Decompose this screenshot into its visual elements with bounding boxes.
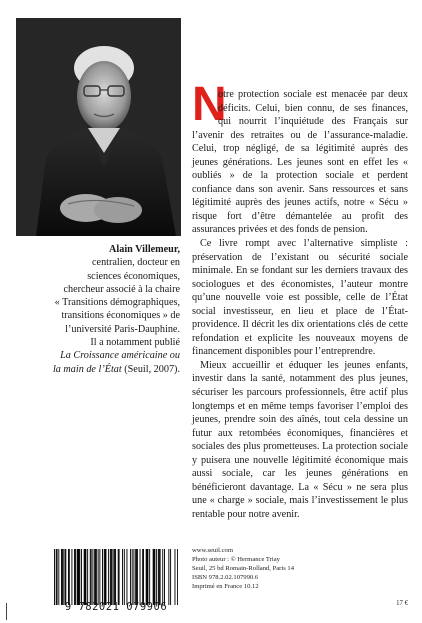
barcode-bar [114, 549, 115, 605]
barcode-bar [75, 549, 76, 605]
barcode-bar [54, 549, 55, 605]
barcode-bar [105, 549, 106, 605]
barcode-bar [113, 549, 114, 605]
barcode-bar [111, 549, 112, 605]
barcode-bar [98, 549, 99, 605]
barcode-bar [85, 549, 86, 605]
author-photo [16, 18, 181, 236]
barcode-bar [102, 549, 103, 605]
back-cover-text [192, 88, 408, 522]
barcode-bar [135, 549, 136, 605]
barcode-bar [115, 549, 116, 605]
barcode-bar [164, 549, 165, 605]
barcode-bar [124, 549, 125, 605]
barcode-bar [56, 549, 57, 605]
barcode-bar [168, 549, 169, 605]
barcode-bar [160, 549, 161, 605]
barcode-bar [153, 549, 154, 605]
barcode-bar [159, 549, 160, 605]
barcode-bar [119, 549, 120, 605]
barcode-bar [79, 549, 80, 605]
author-name: Alain Villemeur, [109, 244, 180, 255]
photo-credit: Photo auteur : © Hermance Triay [192, 556, 280, 563]
barcode-bar [85, 549, 86, 605]
barcode-bar [154, 549, 155, 605]
paragraph-3: Mieux accueillir et éduquer les jeunes enfants, investir dans la santé, notamment des plus jeunes, sécuriser les parcours professionnels, être actif plus longtemps et en même temps favoriser l’emploi des jeunes, prendre soin des aînés, tout cela dessine un futur aux retombées économiques, financières et sociales des plus prometteuses. La protection sociale y puisera une nouvelle légitimité économique mais aussi sociale, car les jeunes générations en bénéficieront davantage. La « Sécu » ne sera plus une « charge » sociale, mais l’investissement le plus rentable pour notre avenir. [192, 359, 408, 520]
barcode-bar [126, 549, 127, 605]
barcode-bar [177, 549, 178, 605]
barcode-digits: 9 782021 079906 [64, 601, 168, 613]
barcode-bar [156, 549, 157, 605]
isbn: ISBN 978.2.02.107990.6 [192, 574, 259, 581]
barcode-bar [78, 549, 79, 605]
price: 17 € [396, 600, 408, 607]
bio-line: chercheur associé à la chaire [63, 283, 180, 295]
barcode-bar [84, 549, 85, 605]
barcode-bar [71, 549, 72, 605]
barcode-bar [61, 549, 62, 605]
bio-line: l’université Paris-Dauphine. [65, 323, 180, 335]
barcode-bar [122, 549, 123, 605]
barcode-bar [63, 549, 64, 605]
barcode-bar [158, 549, 159, 605]
bio-note-lead: Il a notamment publié [90, 337, 180, 349]
barcode-bar [78, 549, 79, 605]
barcode-bar [142, 549, 143, 605]
barcode-bar [74, 549, 75, 605]
barcode-bar [57, 549, 58, 605]
barcode-bar [146, 549, 147, 605]
barcode-bar [147, 549, 148, 605]
barcode-bar [91, 549, 92, 605]
barcode-bar [87, 549, 88, 605]
barcode-bar [170, 549, 171, 605]
barcode-bar [58, 549, 59, 605]
paragraph-1: otre protection sociale est menacée par deux déficits. Celui, bien connu, de ses finances, qui nourrit l’inquiétude des Français sur l’avenir des retraites ou de l’assurance-maladie. Celui, trop négligé, de sa légitimité auprès des jeunes générations. Les jeunes sont en effet les « oubliés » de la protection sociale et perdent confiance dans son avenir. Sans ressources et sans légitimité auprès des jeunes actifs, notre « Sécu » risque fort d’être démantelée au profit des assurances privées et des fonds de pension. [192, 89, 408, 236]
crop-mark [6, 603, 7, 620]
barcode-bar [143, 549, 144, 605]
barcode-bar [137, 549, 138, 605]
barcode-bar [118, 549, 119, 605]
barcode-bar [69, 549, 70, 605]
isbn-barcode [54, 549, 178, 605]
barcode-bar [108, 549, 109, 605]
barcode-bar [96, 549, 97, 605]
barcode-bar [140, 549, 141, 605]
paragraph-2: Ce livre rompt avec l’alternative simpliste : préservation de l’existant ou sécurité sociale minimale. En se fondant sur les derniers travaux des sociologues et des économistes, l’auteur montre qu’une nouvelle voie est possible, celle de l’État social investisseur, en lieu et place de l’État-providence. Il décrit les dix orientations clés de cette refondation et explicite les nouveaux moyens de financement disponibles pour l’entreprendre. [192, 238, 408, 358]
book-title-line-1: La Croissance américaine ou [60, 350, 180, 362]
barcode-bar [94, 549, 95, 605]
publisher-address: Seuil, 25 bd Romain-Rolland, Paris 14 [192, 565, 295, 572]
bio-line: « Transitions démographiques, [54, 297, 180, 309]
barcode-bar [133, 549, 134, 605]
bio-line: transitions économiques » de [61, 310, 180, 322]
barcode-bar [130, 549, 131, 605]
barcode-bar [104, 549, 105, 605]
barcode-bar [62, 549, 63, 605]
drop-cap: N [192, 78, 227, 131]
barcode-bar [154, 549, 155, 605]
barcode-bar [110, 549, 111, 605]
printed-info: Imprimé en France 10.12 [192, 583, 259, 590]
barcode-bar [112, 549, 113, 605]
book-reference: (Seuil, 2007). [121, 363, 180, 375]
bio-line: centralien, docteur en [92, 257, 180, 269]
barcode-bar [65, 549, 66, 605]
author-bio [16, 243, 180, 376]
barcode-bar [106, 549, 107, 605]
barcode-bar [149, 549, 150, 605]
barcode-bar [77, 549, 78, 605]
barcode-bar [162, 549, 163, 605]
barcode-bar [64, 549, 65, 605]
barcode-bar [90, 549, 91, 605]
website: www.seuil.com [192, 547, 233, 554]
barcode-bar [175, 549, 176, 605]
book-title-line-2: la main de l’État [52, 363, 122, 375]
barcode-bar [95, 549, 96, 605]
barcode-bar [147, 549, 148, 605]
colophon [192, 546, 408, 591]
barcode-bar [99, 549, 100, 605]
barcode-bar [68, 549, 69, 605]
barcode-bar [136, 549, 137, 605]
barcode-bar [81, 549, 82, 605]
bio-line: sciences économiques, [87, 270, 180, 282]
barcode-bar [92, 549, 93, 605]
barcode-bar [132, 549, 133, 605]
